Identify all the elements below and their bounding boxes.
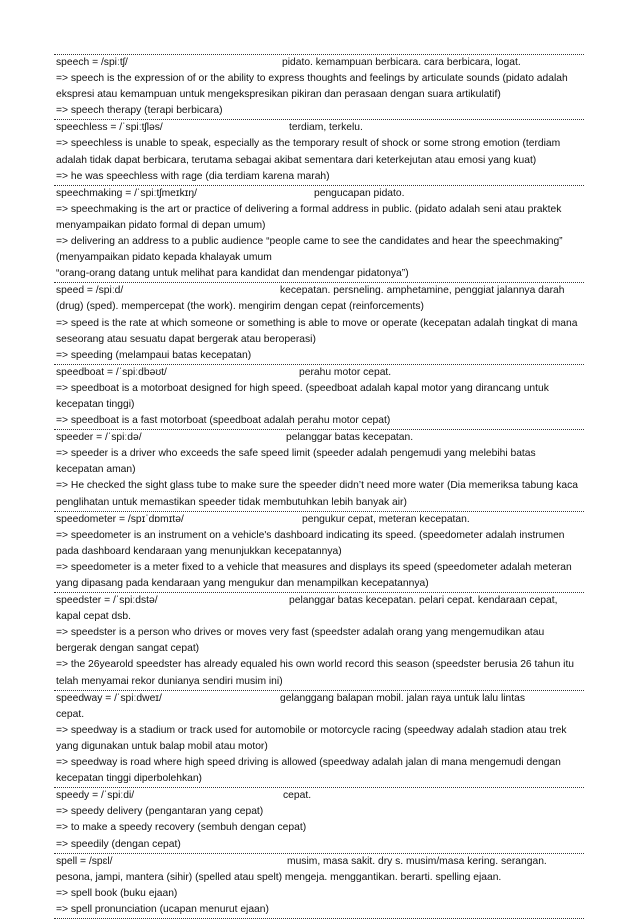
entry-headline xyxy=(56,788,582,804)
dictionary-entry xyxy=(54,364,584,429)
entry-meaning: pengucapan pidato. xyxy=(314,187,405,199)
entry-headword: speechmaking = /ˈspiːtʃmeɪkɪŋ/ xyxy=(56,187,197,199)
entry-meaning: pengukur cepat, meteran kecepatan. xyxy=(302,513,470,525)
entry-meaning: pidato. kemampuan berbicara. cara berbicara, logat. xyxy=(282,57,521,68)
entry-headword: speedster = /ˈspiːdstə/ xyxy=(56,595,158,607)
entry-line: => speeding (melampaui batas kecepatan) xyxy=(56,349,252,361)
entry-headword: speedometer = /spɪˈdɒmɪtə/ xyxy=(56,513,184,525)
dictionary-entry xyxy=(54,690,584,788)
entry-headword: speed = /spiːd/ xyxy=(56,285,124,297)
entry-meaning: perahu motor cepat. xyxy=(299,366,392,378)
dictionary-entry xyxy=(54,511,584,592)
entry-line: => speedometer is an instrument on a vehicle's dashboard indicating its speed. (speedometer adalah instrumen pada dashboard kendaraan yang menunjukkan kecepatannya) xyxy=(56,529,565,557)
entry-line: “orang-orang datang untuk melihat para kandidat dan mendengar pidatonya”) xyxy=(56,268,409,280)
entry-line: => speed is the rate at which someone or something is able to move or operate (kecepatan adalah tingkat di mana seseorang atau sesuatu dapat bergerak atau beroperasi) xyxy=(56,317,578,345)
entry-headline xyxy=(56,55,582,71)
entry-headline xyxy=(56,365,582,381)
entry-line: => speech therapy (terapi berbicara) xyxy=(56,105,223,117)
entry-meaning: terdiam, terkelu. xyxy=(289,122,363,134)
entry-line: cepat. xyxy=(56,708,85,720)
entry-line: => He checked the sight glass tube to make sure the speeder didn’t need more water (Dia memeriksa tabung kaca penglihatan untuk memastikan speeder tidak membutuhkan lebih banyak air) xyxy=(56,480,578,508)
entry-meaning: cepat. xyxy=(283,790,312,802)
entry-headword: speedboat = /ˈspiːdbəʊt/ xyxy=(56,366,167,378)
entry-headword: speedy = /ˈspiːdi/ xyxy=(56,790,135,802)
entry-line: => speedway is a stadium or track used for automobile or motorcycle racing (speedway adalah stadion atau trek yang digunakan untuk balap mobil atau motor) xyxy=(56,724,567,752)
entry-line: kapal cepat dsb. xyxy=(56,611,131,623)
entry-headline xyxy=(56,186,582,202)
entry-line: => speedboat is a motorboat designed for high speed. (speedboat adalah kapal motor yang dirancang untuk kecepatan tinggi) xyxy=(56,382,549,410)
entry-headword: speech = /spiːtʃ/ xyxy=(56,57,128,68)
dictionary-entry xyxy=(54,282,584,363)
entry-line: => speechmaking is the art or practice of delivering a formal address in public. (pidato adalah seni atau praktek menyampaikan pidato formal di depan umum) xyxy=(56,203,562,231)
entry-headline xyxy=(56,430,582,446)
dictionary-entry xyxy=(54,429,584,510)
entry-line: => spell book (buku ejaan) xyxy=(56,887,178,899)
entry-headline xyxy=(56,593,582,609)
entry-line: pesona, jampi, mantera (sihir) (spelled atau spelt) mengeja. menggantikan. berarti. spelling ejaan. xyxy=(56,871,502,883)
entry-line: => speedboat is a fast motorboat (speedboat adalah perahu motor cepat) xyxy=(56,415,391,427)
entry-headline xyxy=(56,854,582,870)
entry-headline xyxy=(56,120,582,136)
entry-headline xyxy=(56,283,582,299)
entry-line: => speedster is a person who drives or moves very fast (speedster adalah orang yang mengemudikan atau bergerak dengan sangat cepat) xyxy=(56,627,545,655)
entry-headword: speedway = /ˈspiːdweɪ/ xyxy=(56,692,162,704)
entry-line: => spell pronunciation (ucapan menurut ejaan) xyxy=(56,903,269,915)
entry-meaning: gelanggang balapan mobil. jalan raya untuk lalu lintas xyxy=(280,692,526,704)
dictionary-entry xyxy=(54,853,584,919)
dictionary-entry xyxy=(54,119,584,184)
entry-headword: spell = /spɛl/ xyxy=(56,855,113,867)
dictionary-entry xyxy=(54,54,584,119)
entry-headline xyxy=(56,691,582,707)
entry-headword: speeder = /ˈspiːdə/ xyxy=(56,432,142,444)
dictionary-entry xyxy=(54,787,584,852)
entry-headword: speechless = /ˈspiːtʃləs/ xyxy=(56,122,163,134)
entry-meaning: pelanggar batas kecepatan. pelari cepat. kendaraan cepat, xyxy=(289,595,558,607)
entry-line: => to make a speedy recovery (sembuh dengan cepat) xyxy=(56,822,307,834)
entry-line: => the 26yearold speedster has already equaled his own world record this season (speedster berusia 26 tahun itu telah menyamai rekor dunianya sendiri musim ini) xyxy=(56,659,575,687)
entry-line: => speedometer is a meter fixed to a vehicle that measures and displays its speed (speedometer adalah meteran yang dipasang pada kendaraan yang mengukur dan menampilkan kecepatannya) xyxy=(56,561,572,589)
dictionary-page xyxy=(54,54,584,919)
entry-meaning: musim, masa sakit. dry s. musim/masa kering. serangan. xyxy=(287,855,547,867)
entry-line: => speedway is road where high speed driving is allowed (speedway adalah jalan di mana mengemudi dengan kecepatan tinggi diperbolehkan) xyxy=(56,757,561,785)
entry-line: => speeder is a driver who exceeds the safe speed limit (speeder adalah pengemudi yang melebihi batas kecepatan aman) xyxy=(56,448,536,476)
entry-meaning: pelanggar batas kecepatan. xyxy=(286,432,414,444)
entry-line: => delivering an address to a public audience “people came to see the candidates and hear the speechmaking” (menyampaikan pidato kepada khalayak umum xyxy=(56,236,563,264)
entry-line: => he was speechless with rage (dia terdiam karena marah) xyxy=(56,170,330,182)
entry-line: (drug) (sped). mempercepat (the work). mengirim dengan cepat (reinforcements) xyxy=(56,301,424,313)
entry-meaning: kecepatan. persneling. amphetamine, penggiat jalannya darah xyxy=(280,285,565,297)
dictionary-entry xyxy=(54,592,584,690)
entry-line: => speedily (dengan cepat) xyxy=(56,838,181,850)
entry-line: => speechless is unable to speak, especially as the temporary result of shock or some strong emotion (terdiam adalah tidak dapat berbicara, terutama sebagai akibat sementara dari keterkejutan atau emosi yang kuat) xyxy=(56,138,561,166)
entry-line: => speedy delivery (pengantaran yang cepat) xyxy=(56,806,264,818)
entry-headline xyxy=(56,512,582,528)
entry-line: => speech is the expression of or the ability to express thoughts and feelings by articulate sounds (pidato adalah ekspresi atau kemampuan untuk mengekspresikan pikiran dan perasaan dengan suara artikulatif) xyxy=(56,73,568,101)
dictionary-entry xyxy=(54,185,584,283)
